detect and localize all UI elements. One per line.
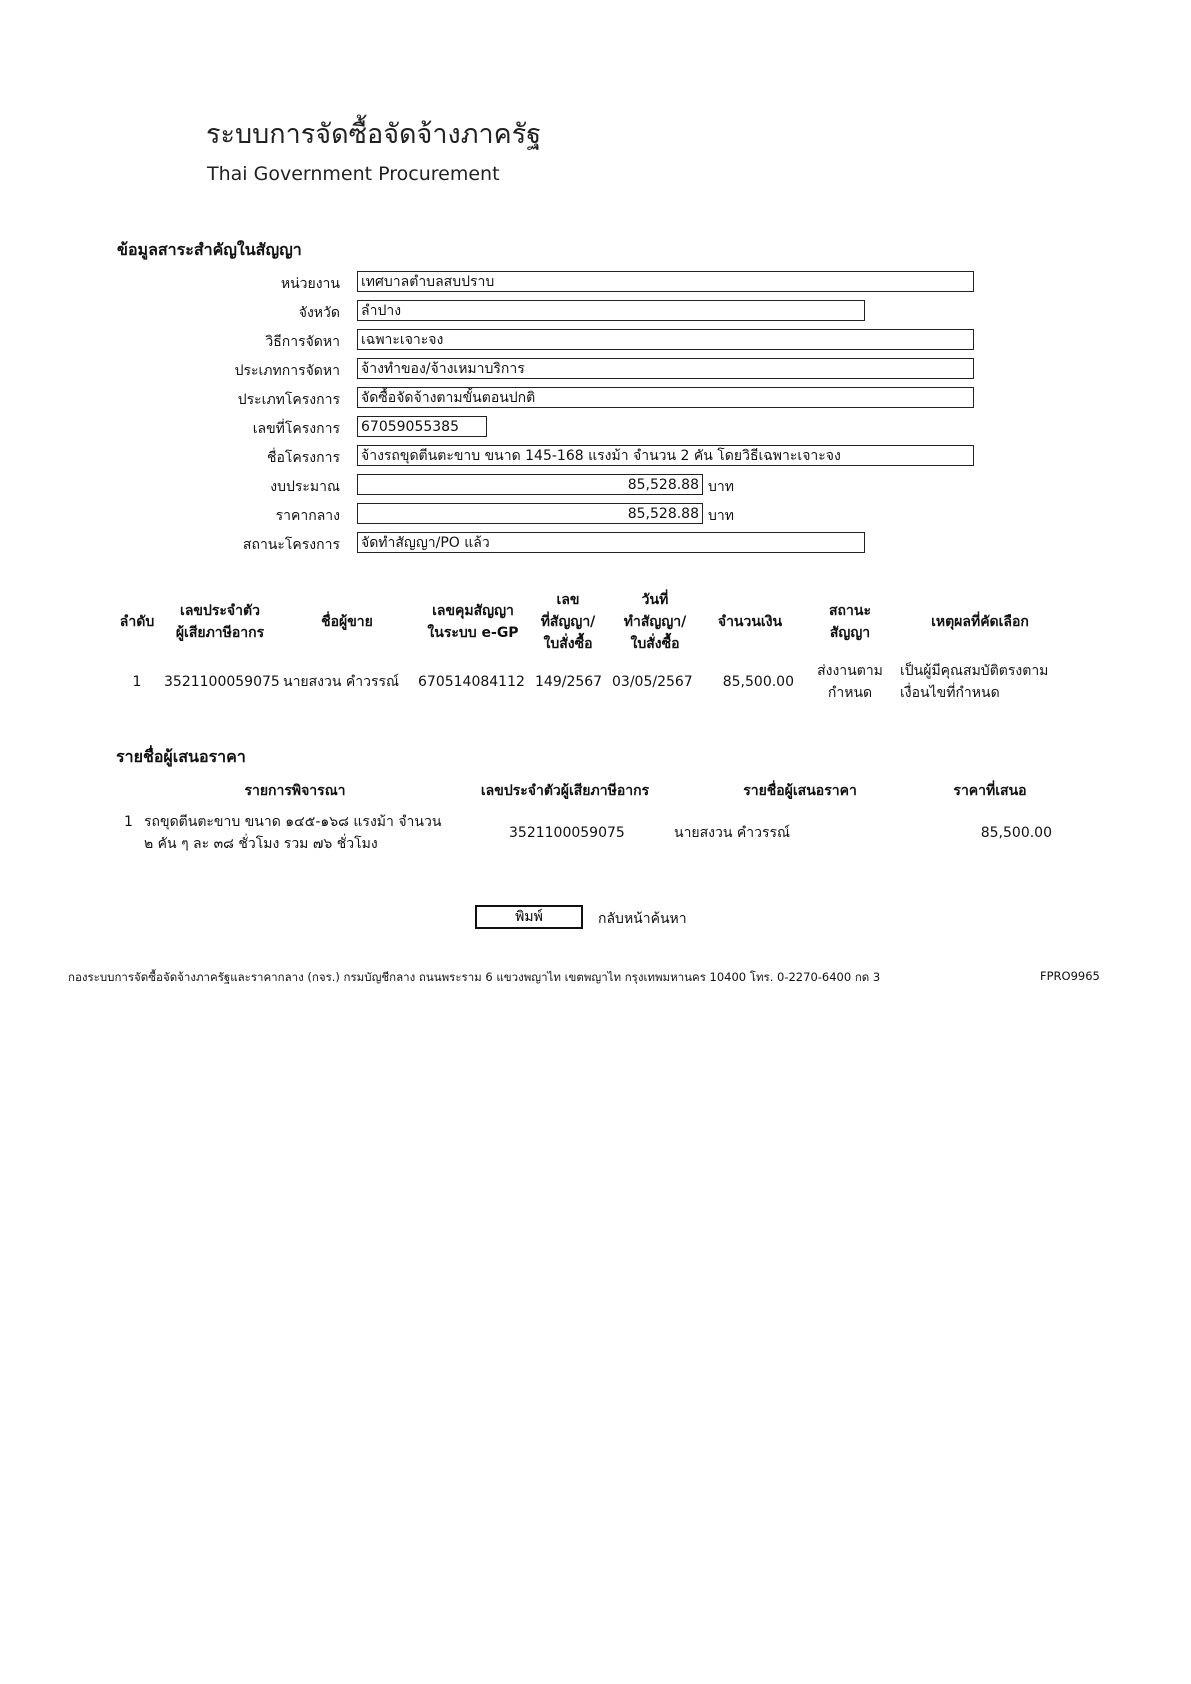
th-offer-price: ราคาที่เสนอ	[953, 783, 1027, 799]
back-to-search-link[interactable]: กลับหน้าค้นหา	[598, 911, 687, 927]
th-item: รายการพิจารณา	[244, 783, 346, 799]
cell-reason-line1: เป็นผู้มีคุณสมบัติตรงตาม	[900, 663, 1049, 679]
field-value-median-price: 85,528.88	[357, 503, 703, 524]
cell-tax-id: 3521100059075	[164, 674, 280, 690]
field-value-province: ลำปาง	[357, 300, 865, 321]
field-label-province: จังหวัด	[298, 305, 340, 321]
field-label-agency: หน่วยงาน	[280, 276, 340, 292]
field-label-budget: งบประมาณ	[270, 479, 340, 495]
field-label-project-number: เลขที่โครงการ	[252, 421, 340, 437]
cell-vendor: นายสงวน คำวรรณ์	[283, 674, 400, 690]
field-label-project-name: ชื่อโครงการ	[266, 450, 340, 466]
cell-bid-no: 1	[124, 814, 133, 830]
th-contract-date-line1: วันที่	[641, 592, 669, 608]
field-label-project-type: ประเภทโครงการ	[237, 392, 340, 408]
th-tax-id-line1: เลขประจำตัว	[180, 603, 260, 619]
th-status-line2: สัญญา	[829, 625, 871, 641]
site-subtitle: Thai Government Procurement	[207, 163, 500, 185]
cell-item-line2: ๒ คัน ๆ ละ ๓๘ ชั่วโมง รวม ๗๖ ชั่วโมง	[144, 836, 378, 852]
th-amount: จำนวนเงิน	[717, 614, 783, 630]
cell-bidder-tax-id: 3521100059075	[509, 825, 625, 841]
cell-reason-line2: เงื่อนไขที่กำหนด	[900, 685, 1000, 701]
cell-contract-no: 149/2567	[535, 674, 603, 690]
site-title: ระบบการจัดซื้อจัดจ้างภาครัฐ	[206, 119, 542, 150]
bidders-title: รายชื่อผู้เสนอราคา	[116, 747, 246, 766]
field-value-budget: 85,528.88	[357, 474, 703, 495]
footer-code: FPRO9965	[1040, 969, 1100, 983]
th-contract-date-line2: ทำสัญญา/	[623, 614, 687, 630]
th-vendor: ชื่อผู้ขาย	[321, 614, 373, 630]
th-tax-id-line2: ผู้เสียภาษีอากร	[175, 625, 265, 641]
field-value-procurement-type: จ้างทำของ/จ้างเหมาบริการ	[357, 358, 974, 379]
field-unit-budget: บาท	[708, 479, 734, 495]
cell-contract-date: 03/05/2567	[612, 674, 693, 690]
field-label-median-price: ราคากลาง	[275, 508, 340, 524]
cell-offer-price: 85,500.00	[980, 825, 1052, 841]
th-egp-line1: เลขคุมสัญญา	[432, 603, 514, 619]
th-no: ลำดับ	[119, 614, 155, 630]
field-value-project-status: จัดทำสัญญา/PO แล้ว	[357, 532, 865, 553]
th-reason: เหตุผลที่คัดเลือก	[931, 614, 1029, 630]
th-bidder-tax-id: เลขประจำตัวผู้เสียภาษีอากร	[480, 783, 650, 799]
th-contract-date-line3: ใบสั่งซื้อ	[630, 636, 680, 652]
th-contract-no-line3: ใบสั่งซื้อ	[543, 636, 593, 652]
th-egp-line2: ในระบบ e-GP	[427, 625, 519, 641]
field-label-method: วิธีการจัดหา	[265, 334, 340, 350]
field-label-procurement-type: ประเภทการจัดหา	[234, 363, 340, 379]
footer-text: กองระบบการจัดซื้อจัดจ้างภาครัฐและราคากลาง (กจร.) กรมบัญชีกลาง ถนนพระราม 6 แขวงพญาไท เขตพญาไท กรุงเทพมหานคร 10400 โทร. 0-2270-6400 กด 3	[68, 970, 881, 984]
th-bidder-name: รายชื่อผู้เสนอราคา	[743, 783, 857, 799]
cell-egp-no: 670514084112	[418, 674, 525, 690]
cell-item-line1: รถขุดตีนตะขาบ ขนาด ๑๔๕-๑๖๘ แรงม้า จำนวน	[144, 814, 442, 830]
cell-bidder-name: นายสงวน คำวรรณ์	[674, 825, 791, 841]
th-contract-no-line2: ที่สัญญา/	[540, 614, 596, 630]
th-status-line1: สถานะ	[829, 603, 871, 619]
field-value-project-number: 67059055385	[357, 416, 487, 437]
field-label-project-status: สถานะโครงการ	[242, 537, 340, 553]
cell-status-line2: กำหนด	[827, 685, 873, 701]
cell-status-line1: ส่งงานตาม	[817, 663, 883, 679]
cell-no: 1	[132, 674, 142, 690]
field-unit-median-price: บาท	[708, 508, 734, 524]
print-button[interactable]: พิมพ์	[475, 905, 583, 929]
th-contract-no-line1: เลข	[556, 592, 580, 608]
field-value-project-name: จ้างรถขุดตีนตะขาบ ขนาด 145-168 แรงม้า จำนวน 2 คัน โดยวิธีเฉพาะเจาะจง	[357, 445, 974, 466]
field-value-project-type: จัดซื้อจัดจ้างตามขั้นตอนปกติ	[357, 387, 974, 408]
contract-info-title: ข้อมูลสาระสำคัญในสัญญา	[117, 240, 302, 259]
field-value-agency: เทศบาลตำบลสบปราบ	[357, 271, 974, 292]
field-value-method: เฉพาะเจาะจง	[357, 329, 974, 350]
cell-amount: 85,500.00	[722, 674, 794, 690]
